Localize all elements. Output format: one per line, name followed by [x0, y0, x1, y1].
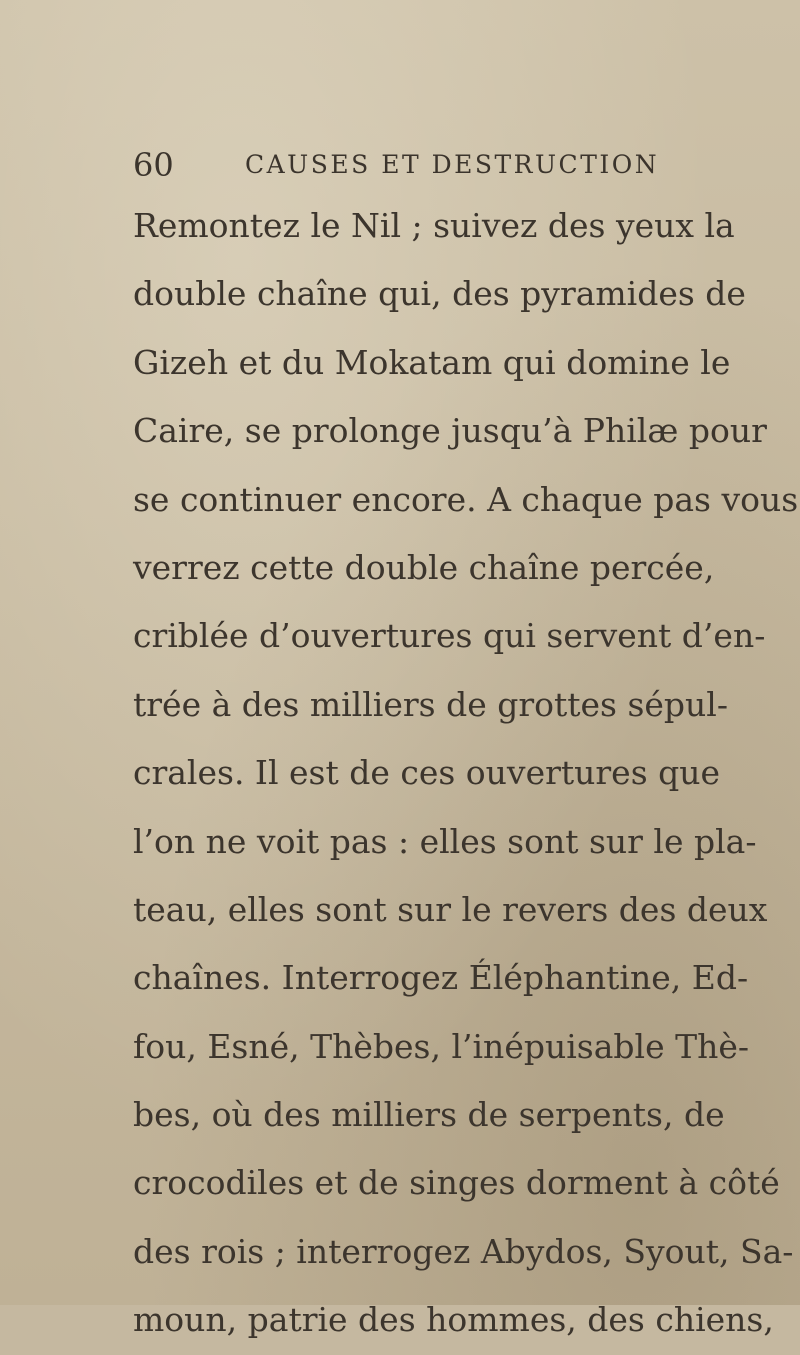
text-line: chaînes. Interrogez Éléphantine, Ed-: [133, 958, 749, 998]
text-line: Caire, se prolonge jusqu’à Philæ pour: [133, 411, 767, 451]
text-line: des rois ; interrogez Abydos, Syout, Sa-: [133, 1231, 794, 1271]
text-line: crales. Il est de ces ouvertures que: [133, 753, 721, 793]
text-line: Remontez le Nil ; suivez des yeux la: [133, 206, 735, 245]
text-line: verrez cette double chaîne percée,: [133, 547, 715, 587]
body-text: [133, 192, 799, 1355]
text-line: teau, elles sont sur le revers des deux: [133, 889, 768, 929]
text-line: l’on ne voit pas : elles sont sur le pla-: [133, 821, 757, 861]
page-number: 60: [133, 146, 174, 184]
text-line: Gizeh et du Mokatam qui domine le: [133, 342, 731, 382]
text-line: crocodiles et de singes dorment à côté: [133, 1163, 780, 1203]
text-line: bes, où des milliers de serpents, de: [133, 1095, 725, 1135]
page-header: [133, 140, 693, 190]
running-head: CAUSES ET DESTRUCTION: [245, 150, 660, 179]
text-line: se continuer encore. A chaque pas vous: [133, 479, 799, 519]
text-line: trée à des milliers de grottes sépul-: [133, 684, 728, 724]
text-line: fou, Esné, Thèbes, l’inépuisable Thè-: [133, 1026, 750, 1066]
text-line: moun, patrie des hommes, des chiens,: [133, 1300, 774, 1340]
text-line: criblée d’ouvertures qui servent d’en-: [133, 616, 766, 656]
text-line: double chaîne qui, des pyramides de: [133, 274, 746, 314]
